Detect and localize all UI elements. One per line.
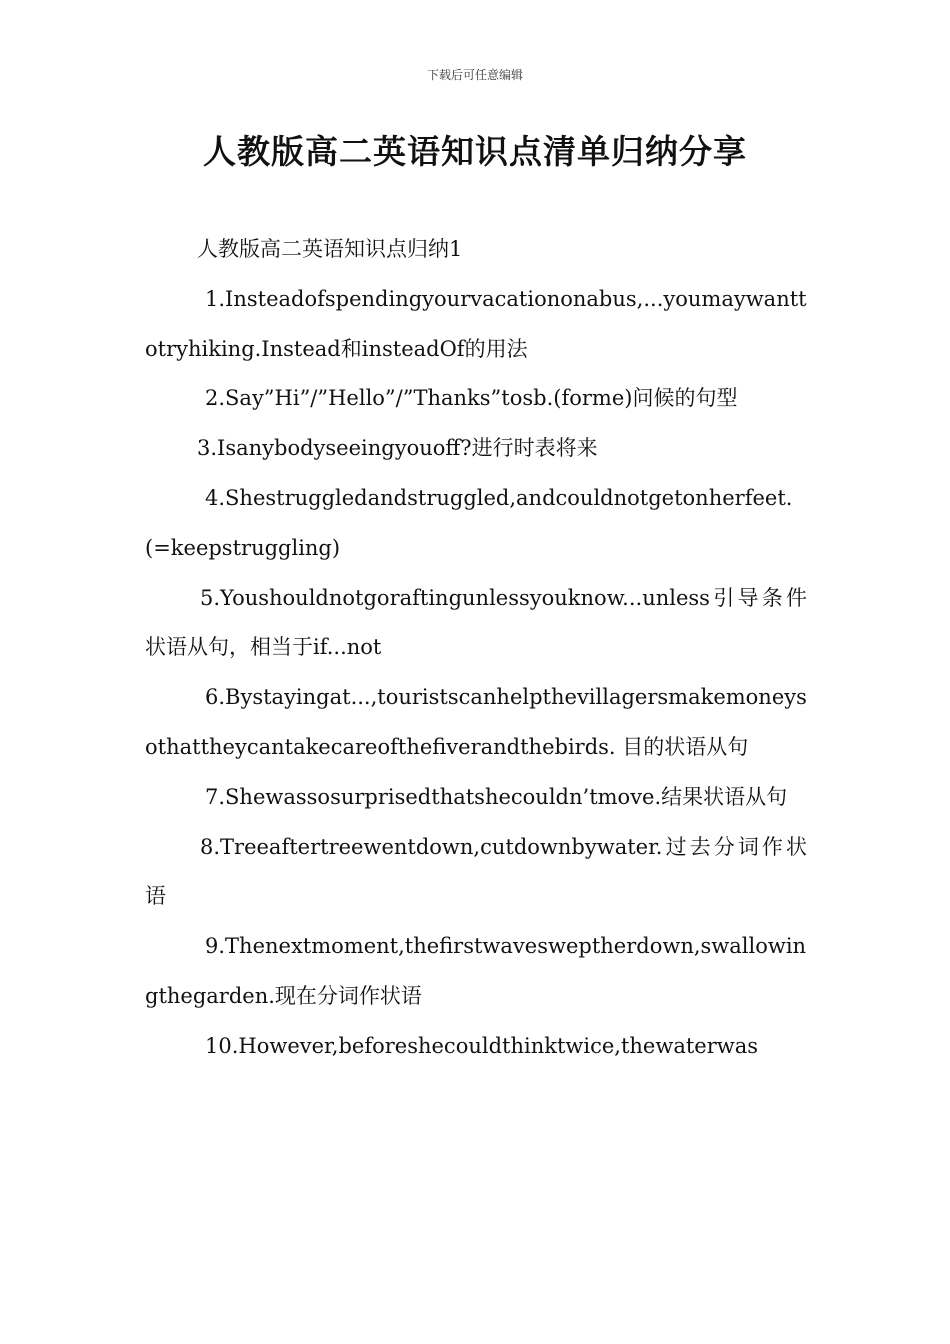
list-item: 9.Thenextmoment,thefirstwavesweptherdown,swallowingthegarden.现在分词作状语 bbox=[145, 934, 807, 1008]
list-item: 2.Say”Hi”/”Hello”/”Thanks”tosb.(forme)问候的句型 bbox=[205, 386, 738, 411]
list-item: 8.Treeaftertreewentdown,cutdownbywater.过去分词作状语 bbox=[145, 834, 807, 909]
list-item: 10.However,beforeshecouldthinktwice,thewaterwas bbox=[205, 1033, 759, 1058]
document-title: 人教版高二英语知识点清单归纳分享 bbox=[203, 132, 747, 171]
list-item: 6.Bystayingat...,touristscanhelpthevillagersmakemoneysothattheycantakecareofthefiverandthebirds. 目的状语从句 bbox=[145, 685, 807, 759]
list-item: 1.Insteadofspendingyourvacationonabus,...youmaywanttotryhiking.Instead和insteadOf的用法 bbox=[145, 286, 807, 361]
page-header-note: 下载后可任意编辑 bbox=[426, 68, 523, 82]
section-heading: 人教版高二英语知识点归纳1 bbox=[197, 237, 463, 261]
list-item: 5.Youshouldnotgoraftingunlessyouknow...unless引导条件状语从句，相当于if...not bbox=[145, 585, 807, 660]
document-body bbox=[145, 225, 807, 1072]
list-item: 3.Isanybodyseeingyouoff?进行时表将来 bbox=[197, 436, 598, 461]
list-item: 7.Shewassosurprisedthatshecouldn’tmove.结果状语从句 bbox=[205, 784, 788, 809]
list-item: 4.Shestruggledandstruggled,andcouldnotgetonherfeet.(=keepstruggling) bbox=[145, 485, 793, 560]
